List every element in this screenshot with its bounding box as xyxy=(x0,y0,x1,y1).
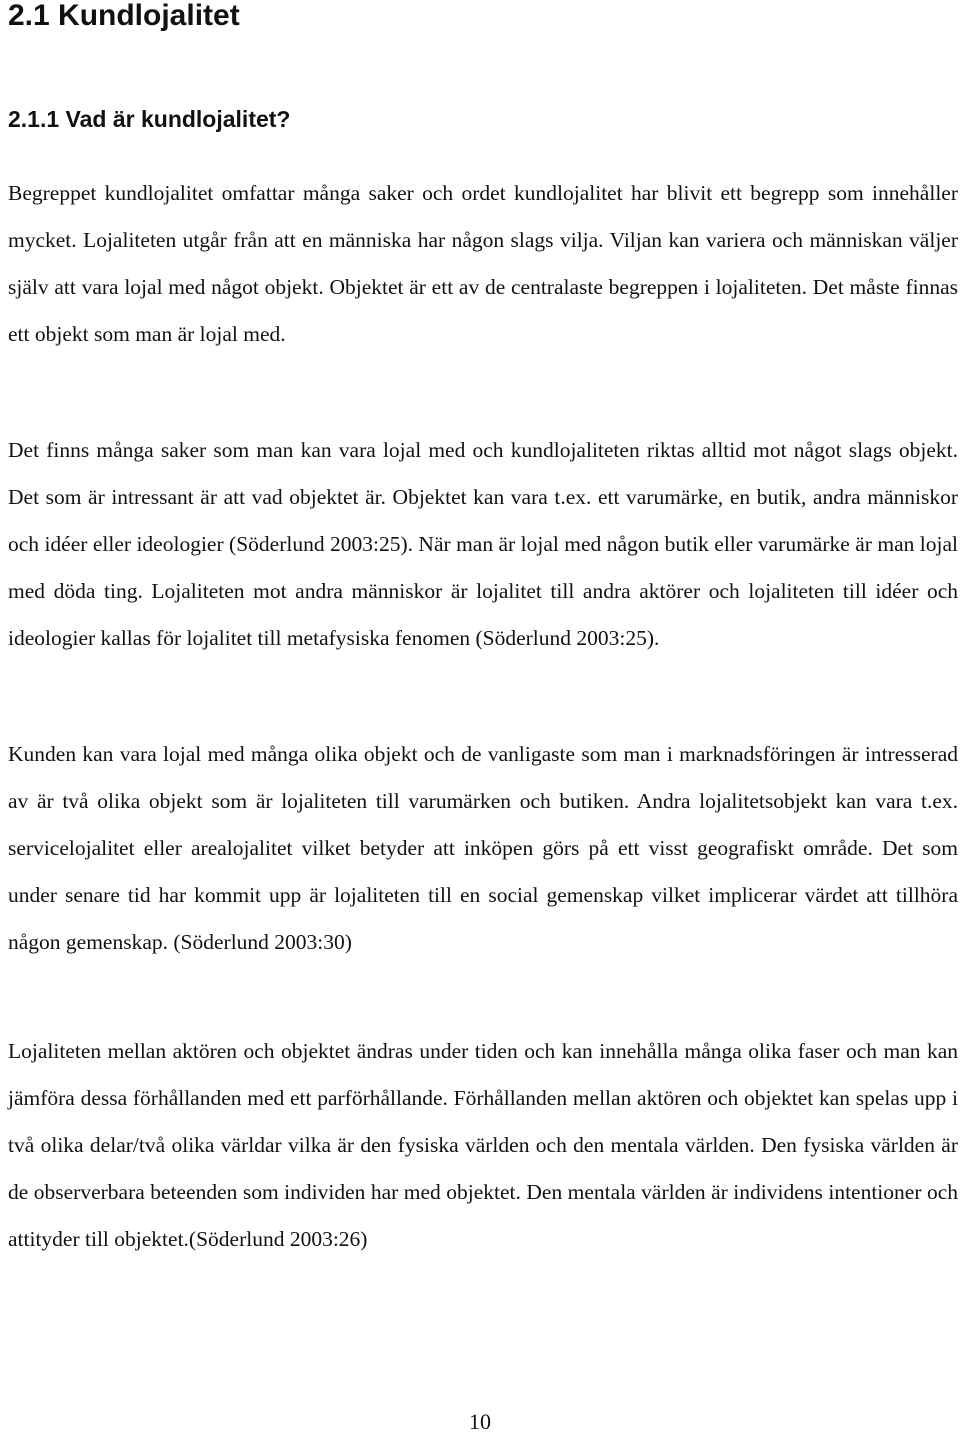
chapter-heading: 2.1 Kundlojalitet xyxy=(8,0,240,32)
paragraph-2: Det finns många saker som man kan vara lojal med och kundlojaliteten riktas alltid mot något slags objekt. Det som är intressant är att vad objektet är. Objektet kan vara t.ex. ett varumärke, en butik, andra människor och idéer eller ideologier (Söderlund 2003:25). När man är lojal med någon butik eller varumärke är man lojal med döda ting. Lojaliteten mot andra människor är lojalitet till andra aktörer och lojaliteten till idéer och ideologier kallas för lojalitet till metafysiska fenomen (Söderlund 2003:25). xyxy=(8,438,958,650)
section-heading: 2.1.1 Vad är kundlojalitet? xyxy=(8,106,291,132)
paragraph-1: Begreppet kundlojalitet omfattar många saker och ordet kundlojalitet har blivit ett begrepp som innehåller mycket. Lojaliteten utgår från att en människa har någon slags vilja. Viljan kan variera och människan väljer själv att vara lojal med något objekt. Objektet är ett av de centralaste begreppen i lojaliteten. Det måste finnas ett objekt som man är lojal med. xyxy=(8,181,958,346)
paragraph-3: Kunden kan vara lojal med många olika objekt och de vanligaste som man i marknadsföringen är intresserad av är två olika objekt som är lojaliteten till varumärken och butiken. Andra lojalitetsobjekt kan vara t.ex. servicelojalitet eller arealojalitet vilket betyder att inköpen görs på ett visst geografiskt område. Det som under senare tid har kommit upp är lojaliteten till en social gemenskap vilket implicerar värdet att tillhöra någon gemenskap. (Söderlund 2003:30) xyxy=(8,742,958,954)
paragraph-4: Lojaliteten mellan aktören och objektet ändras under tiden och kan innehålla många olika faser och man kan jämföra dessa förhållanden med ett parförhållande. Förhållanden mellan aktören och objektet kan spelas upp i två olika delar/två olika världar vilka är den fysiska världen och den mentala världen. Den fysiska världen är de observerbara beteenden som individen har med objektet. Den mentala världen är individens intentioner och attityder till objektet.(Söderlund 2003:26) xyxy=(8,1039,958,1251)
page-number: 10 xyxy=(469,1409,491,1434)
